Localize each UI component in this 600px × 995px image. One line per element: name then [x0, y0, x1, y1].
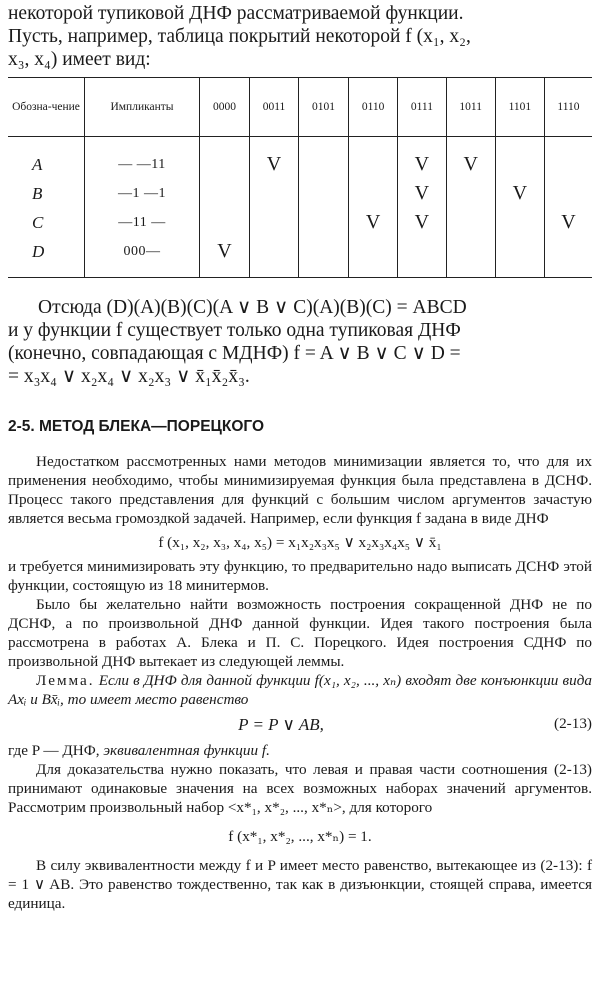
cover-mark [349, 179, 398, 208]
cover-mark [544, 137, 592, 180]
header-implicants: Импликанты [85, 78, 200, 137]
cover-mark: V [249, 137, 298, 180]
cover-mark [299, 137, 349, 180]
table-row [8, 208, 592, 237]
header-minterm: 1101 [495, 78, 544, 137]
row-implicant: 000— [85, 237, 200, 278]
cover-mark: V [495, 179, 544, 208]
cover-mark [446, 208, 495, 237]
formula: f (x₁, x₂, x₃, x₄, x₅) = x₁x₂x₃x₅ ∨ x₂x₃x₄x₅ ∨ x̄₁ [158, 534, 442, 551]
cover-mark [495, 237, 544, 278]
cover-mark: V [398, 179, 446, 208]
paragraph-italic: эквивалентная функции f. [103, 742, 270, 759]
row-name: B [32, 183, 43, 203]
cover-mark [446, 179, 495, 208]
paragraph: Недостатком рассмотренных нами методов минимизации является то, что для их применения необходимо, чтобы минимизируемая функция была представлена в ДСНФ. Процесс такого представления для функций с большим числом аргументов зачастую является весьма громоздкой задачей. Например, если функция f задана в виде ДНФ [8, 453, 592, 527]
formula-row [8, 715, 592, 735]
page [0, 2, 600, 995]
cover-mark: V [398, 208, 446, 237]
table-row [8, 137, 592, 180]
header-minterm: 0000 [200, 78, 250, 137]
cover-mark [446, 237, 495, 278]
header-minterm: 0110 [349, 78, 398, 137]
cover-mark [495, 208, 544, 237]
result-line-2: и у функции f существует только одна тупиковая ДНФ [8, 320, 461, 341]
formula: P = P ∨ AB, [238, 715, 324, 734]
cover-mark [249, 179, 298, 208]
cover-mark: V [446, 137, 495, 180]
cover-mark [299, 208, 349, 237]
row-name: A [32, 154, 43, 174]
lemma-text: Если в ДНФ для данной функции f(x₁, x₂, ..., xₙ) входят две конъюнкции вида Axᵢ и Bx̄ᵢ, то имеет место равенство [8, 672, 593, 708]
section-heading: 2-5. МЕТОД БЛЕКА—ПОРЕЦКОГО [8, 418, 265, 435]
row-name: C [32, 212, 44, 232]
header-minterm: 1110 [544, 78, 592, 137]
intro-text [8, 2, 592, 71]
table-row [8, 179, 592, 208]
cover-mark [349, 237, 398, 278]
header-minterm: 1011 [446, 78, 495, 137]
cover-mark [299, 237, 349, 278]
header-designation: Обозна-чение [8, 78, 85, 137]
header-minterm: 0111 [398, 78, 446, 137]
row-implicant: — —11 [85, 137, 200, 180]
header-minterm: 0011 [249, 78, 298, 137]
result-line-3: (конечно, совпадающая с МДНФ) f = A ∨ B ∨ C ∨ D = [8, 343, 461, 364]
formula: f (x*₁, x*₂, ..., x*ₙ) = 1. [228, 828, 372, 845]
cover-mark [200, 137, 250, 180]
cover-mark [200, 208, 250, 237]
intro-line-2: Пусть, например, таблица покрытий некоторой f (x₁, x₂, [8, 26, 471, 47]
formula-number: (2-13) [554, 715, 592, 732]
cover-mark [544, 179, 592, 208]
cover-mark [200, 179, 250, 208]
cover-mark [249, 208, 298, 237]
paragraph: В силу эквивалентности между f и P имеет место равенство, вытекающее из (2-13): f = 1 ∨ AB. Это равенство тождественно, так как в дизъюнкции, стоящей справа, имеется единица. [8, 857, 592, 912]
intro-line-3: x₃, x₄) имеет вид: [8, 49, 151, 70]
paragraph-start: где P — ДНФ, [8, 742, 104, 759]
header-minterm: 0101 [299, 78, 349, 137]
paragraph: и требуется минимизировать эту функцию, то предварительно надо выписать ДСНФ этой функции, состоящую из 18 минитермов. [8, 558, 592, 594]
result-text [8, 296, 592, 388]
lemma-label: Лемма. [36, 672, 95, 689]
coverage-table [8, 77, 592, 278]
result-line-1: Отсюда (D)(A)(B)(C)(A ∨ B ∨ C)(A)(B)(C) = ABCD [38, 297, 467, 318]
paragraph: Было бы желательно найти возможность построения сокращенной ДНФ не по ДСНФ, а по произвольной ДНФ данной функции. Идея такого построения была рассмотрена в работах А. Блека и П. С. Порецкого. Идея построения СДНФ по произвольной ДНФ вытекает из следующей леммы. [8, 596, 592, 670]
cover-mark [349, 137, 398, 180]
cover-mark: V [544, 208, 592, 237]
cover-mark [249, 237, 298, 278]
row-implicant: —11 — [85, 208, 200, 237]
cover-mark: V [200, 237, 250, 278]
cover-mark: V [349, 208, 398, 237]
intro-line-1: некоторой тупиковой ДНФ рассматриваемой функции. [8, 3, 464, 24]
cover-mark: V [398, 137, 446, 180]
cover-mark [544, 237, 592, 278]
paragraph: Для доказательства нужно показать, что левая и правая части соотношения (2-13) принимают одинаковые значения на всех возможных наборах значений аргументов. Рассмотрим произвольный набор <x*₁, x*₂, ..., x*ₙ>, для которого [8, 761, 592, 816]
lemma [8, 671, 592, 709]
cover-mark [299, 179, 349, 208]
result-line-4: = x₃x₄ ∨ x₂x₄ ∨ x₂x₃ ∨ x̄₁x̄₂x̄₃. [8, 366, 250, 387]
paragraph [8, 741, 592, 760]
row-implicant: —1 —1 [85, 179, 200, 208]
table-header-row [8, 78, 592, 137]
cover-mark [495, 137, 544, 180]
cover-mark [398, 237, 446, 278]
table-row [8, 237, 592, 278]
row-name: D [32, 241, 45, 261]
